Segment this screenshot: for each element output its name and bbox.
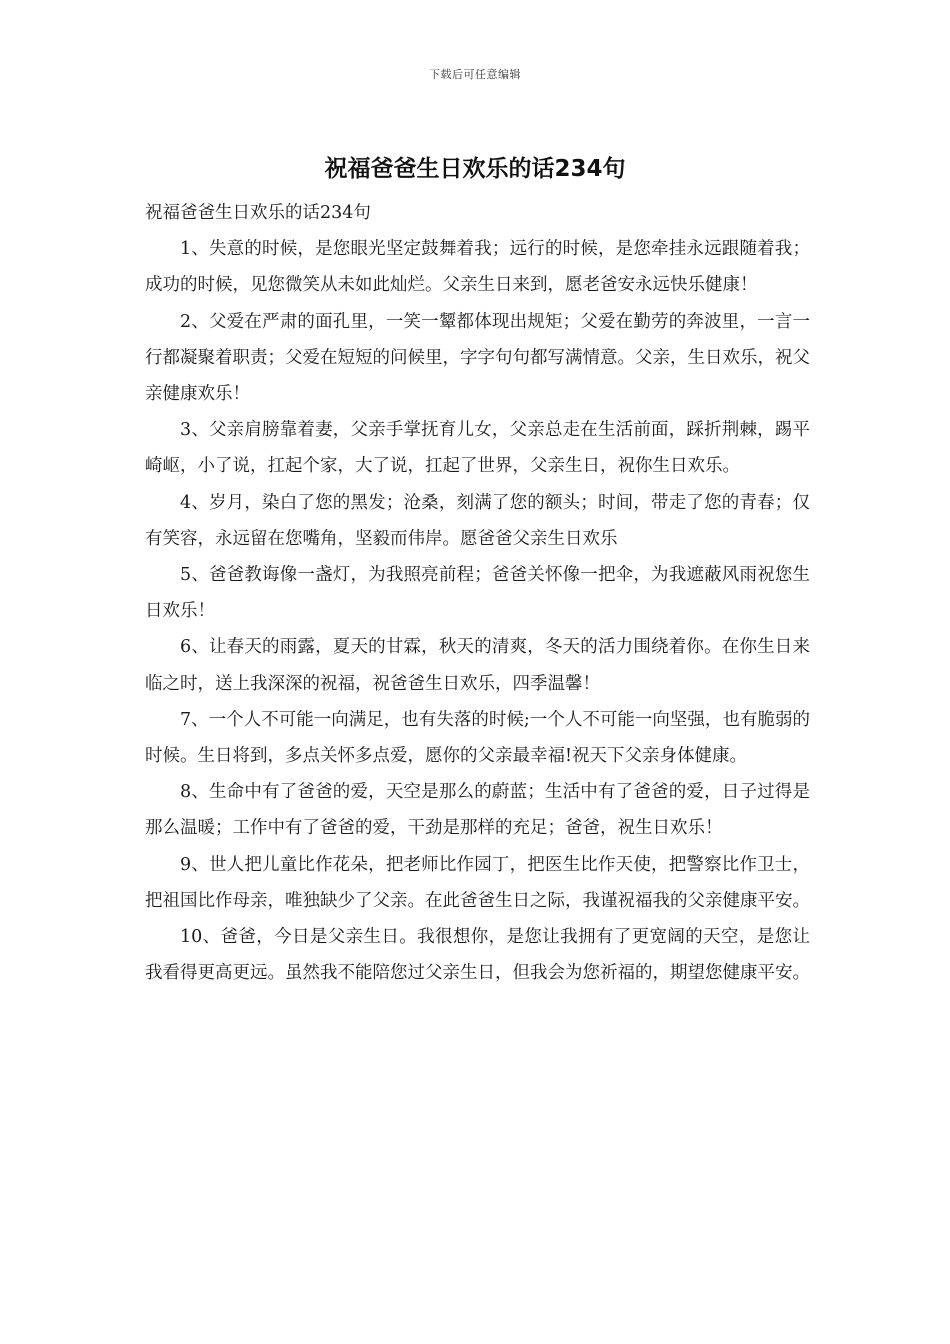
document-subtitle: 祝福爸爸生日欢乐的话234句 <box>145 203 371 223</box>
paragraph-3: 3、父亲肩膀靠着妻，父亲手掌抚育儿女，父亲总走在生活前面，踩折荆棘，踢平崎岖，小了说，扛起个家，大了说，扛起了世界，父亲生日，祝你生日欢乐。 <box>145 420 810 477</box>
document-title: 祝福爸爸生日欢乐的话234句 <box>324 156 626 182</box>
paragraph-7: 7、一个人不可能一向满足，也有失落的时候;一个人不可能一向坚强，也有脆弱的时候。生日将到，多点关怀多点爱，愿你的父亲最幸福!祝天下父亲身体健康。 <box>145 709 810 767</box>
paragraph-5: 5、爸爸教诲像一盏灯，为我照亮前程；爸爸关怀像一把伞，为我遮蔽风雨祝您生日欢乐！ <box>145 565 810 622</box>
paragraph-6: 6、让春天的雨露，夏天的甘霖，秋天的清爽，冬天的活力围绕着你。在你生日来临之时，送上我深深的祝福，祝爸爸生日欢乐，四季温馨！ <box>145 637 810 694</box>
paragraph-4: 4、岁月，染白了您的黑发；沧桑，刻满了您的额头；时间，带走了您的青春；仅有笑容，永远留在您嘴角，坚毅而伟岸。愿爸爸父亲生日欢乐 <box>145 492 810 549</box>
document-body <box>145 195 810 991</box>
paragraph-9: 9、世人把儿童比作花朵，把老师比作园丁，把医生比作天使，把警察比作卫士，把祖国比作母亲，唯独缺少了父亲。在此爸爸生日之际，我谨祝福我的父亲健康平安。 <box>145 854 810 911</box>
paragraph-8: 8、生命中有了爸爸的爱，天空是那么的蔚蓝；生活中有了爸爸的爱，日子过得是那么温暖；工作中有了爸爸的爱，干劲是那样的充足；爸爸，祝生日欢乐！ <box>145 782 810 839</box>
paragraph-10: 10、爸爸，今日是父亲生日。我很想你，是您让我拥有了更宽阔的天空，是您让我看得更高更远。虽然我不能陪您过父亲生日，但我会为您祈福的，期望您健康平安。 <box>145 927 810 984</box>
header-note: 下载后可任意编辑 <box>429 68 521 81</box>
paragraph-1: 1、失意的时候，是您眼光坚定鼓舞着我；远行的时候，是您牵挂永远跟随着我；成功的时候，见您微笑从未如此灿烂。父亲生日来到，愿老爸安永远快乐健康！ <box>145 239 810 296</box>
paragraph-2: 2、父爱在严肃的面孔里，一笑一颦都体现出规矩；父爱在勤劳的奔波里，一言一行都凝聚着职责；父爱在短短的问候里，字字句句都写满情意。父亲，生日欢乐，祝父亲健康欢乐！ <box>145 311 810 405</box>
